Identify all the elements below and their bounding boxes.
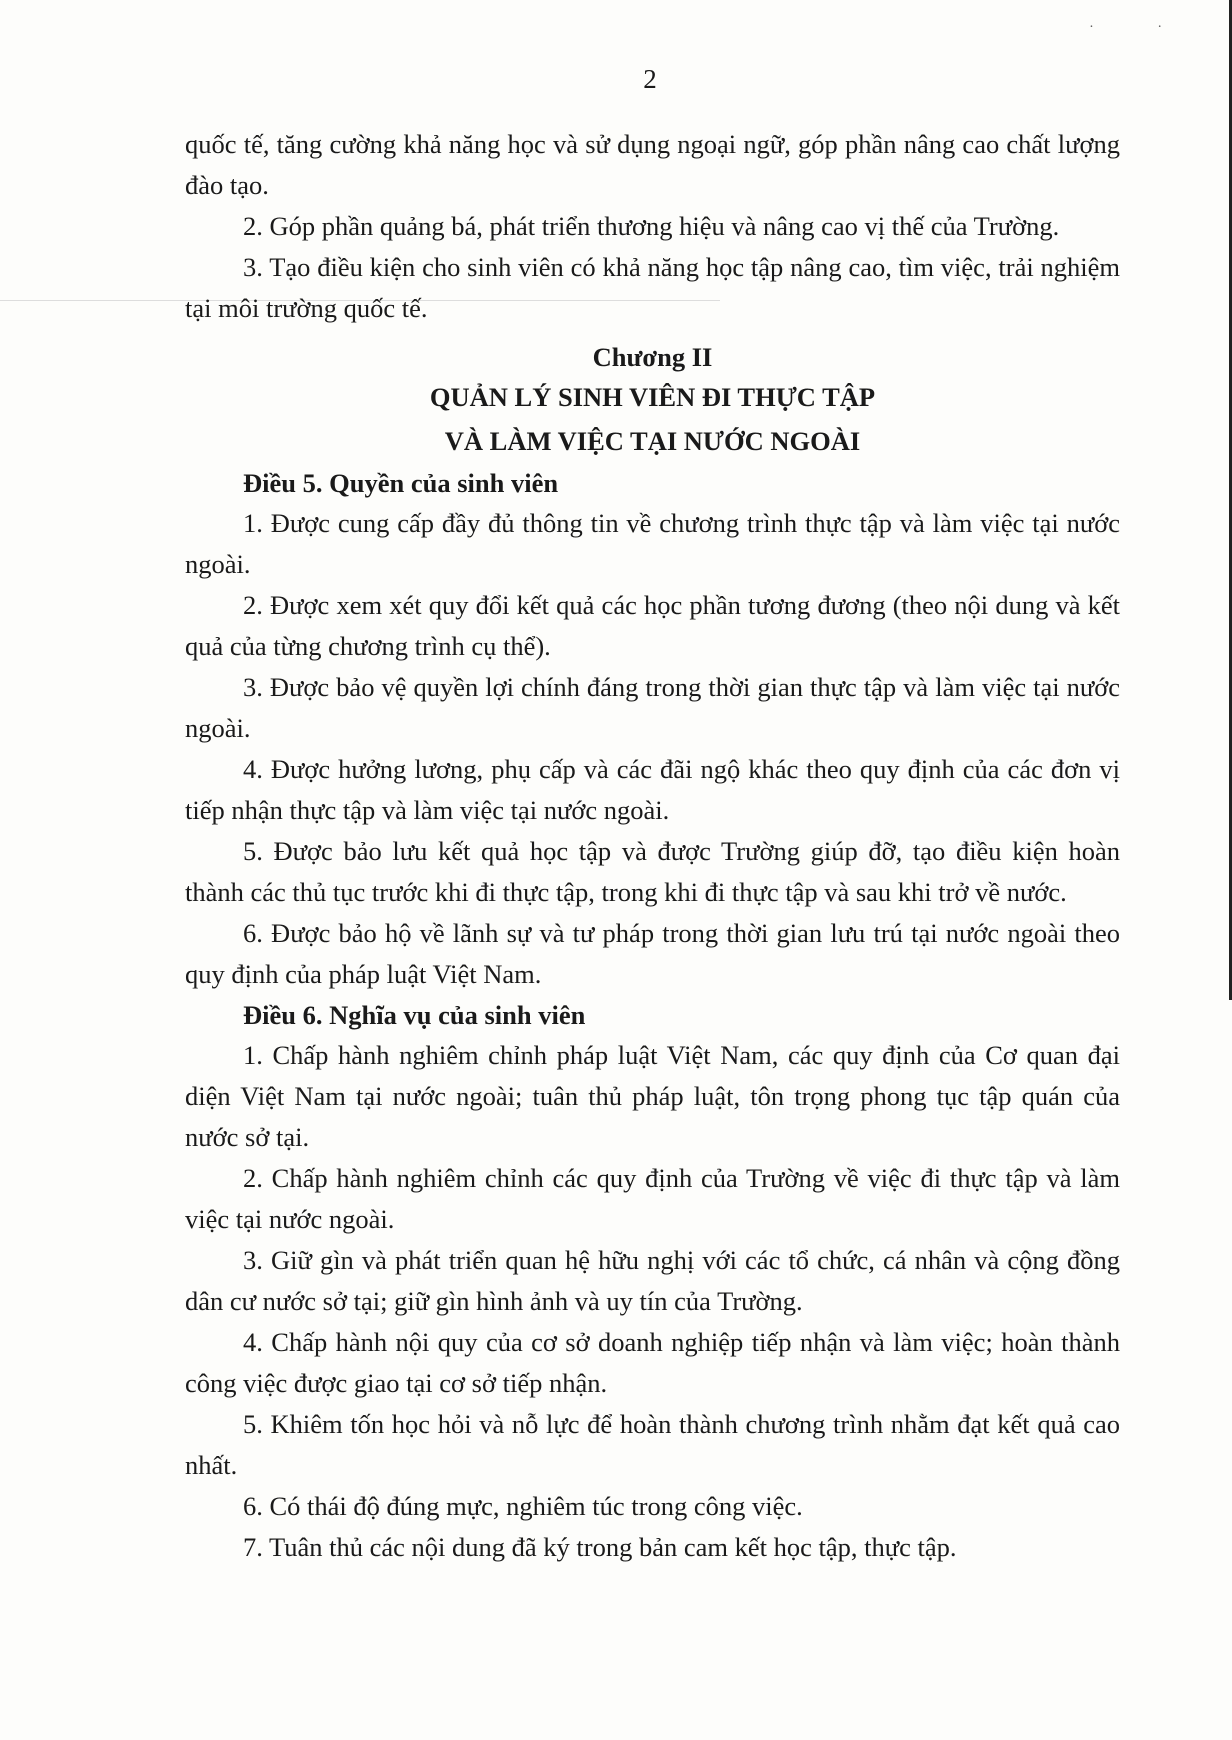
chapter-number: Chương II <box>592 342 713 372</box>
intro-continuation: quốc tế, tăng cường khả năng học và sử dụng ngoại ngữ, góp phần nâng cao chất lượng đào tạo. <box>185 129 1120 200</box>
article-5-item-2: 2. Được xem xét quy đổi kết quả các học phần tương đương (theo nội dung và kết quả của từng chương trình cụ thể). <box>185 590 1120 661</box>
article-6-item-6: 6. Có thái độ đúng mực, nghiêm túc trong công việc. <box>243 1491 803 1521</box>
article-6-item-2: 2. Chấp hành nghiêm chỉnh các quy định của Trường về việc đi thực tập và làm việc tại nước ngoài. <box>185 1163 1120 1234</box>
article-5-item-1: 1. Được cung cấp đầy đủ thông tin về chương trình thực tập và làm việc tại nước ngoài. <box>185 508 1120 579</box>
chapter-title-line-2: VÀ LÀM VIỆC TẠI NƯỚC NGOÀI <box>444 426 861 456</box>
article-5-item-6: 6. Được bảo hộ về lãnh sự và tư pháp trong thời gian lưu trú tại nước ngoài theo quy định của pháp luật Việt Nam. <box>185 918 1120 989</box>
article-6-heading: Điều 6. Nghĩa vụ của sinh viên <box>243 1000 586 1030</box>
page-number: 2 <box>643 64 657 94</box>
article-6-item-4: 4. Chấp hành nội quy của cơ sở doanh nghiệp tiếp nhận và làm việc; hoàn thành công việc được giao tại cơ sở tiếp nhận. <box>185 1327 1120 1398</box>
article-5-item-3: 3. Được bảo vệ quyền lợi chính đáng trong thời gian thực tập và làm việc tại nước ngoài. <box>185 672 1120 743</box>
article-6-item-3: 3. Giữ gìn và phát triển quan hệ hữu nghị với các tổ chức, cá nhân và cộng đồng dân cư nước sở tại; giữ gìn hình ảnh và uy tín của Trường. <box>185 1245 1120 1316</box>
article-6-item-7: 7. Tuân thủ các nội dung đã ký trong bản cam kết học tập, thực tập. <box>243 1532 957 1562</box>
article-5-item-5: 5. Được bảo lưu kết quả học tập và được Trường giúp đỡ, tạo điều kiện hoàn thành các thủ tục trước khi đi thực tập, trong khi đi thực tập và sau khi trở về nước. <box>185 836 1120 907</box>
article-6-item-1: 1. Chấp hành nghiêm chỉnh pháp luật Việt Nam, các quy định của Cơ quan đại diện Việt Nam tại nước ngoài; tuân thủ pháp luật, tôn trọng phong tục tập quán của nước sở tại. <box>185 1040 1120 1152</box>
article-5-heading: Điều 5. Quyền của sinh viên <box>243 468 559 498</box>
chapter-title-line-1: QUẢN LÝ SINH VIÊN ĐI THỰC TẬP <box>429 382 876 412</box>
article-6-item-5: 5. Khiêm tốn học hỏi và nỗ lực để hoàn thành chương trình nhằm đạt kết quả cao nhất. <box>185 1409 1120 1480</box>
document-body <box>185 124 1120 1568</box>
article-5-item-4: 4. Được hưởng lương, phụ cấp và các đãi ngộ khác theo quy định của các đơn vị tiếp nhận thực tập và làm việc tại nước ngoài. <box>185 754 1120 825</box>
intro-item-2: 2. Góp phần quảng bá, phát triển thương hiệu và nâng cao vị thế của Trường. <box>243 211 1060 241</box>
scan-specks: · · <box>1089 20 1192 35</box>
intro-item-3: 3. Tạo điều kiện cho sinh viên có khả năng học tập nâng cao, tìm việc, trải nghiệm tại môi trường quốc tế. <box>185 252 1120 323</box>
